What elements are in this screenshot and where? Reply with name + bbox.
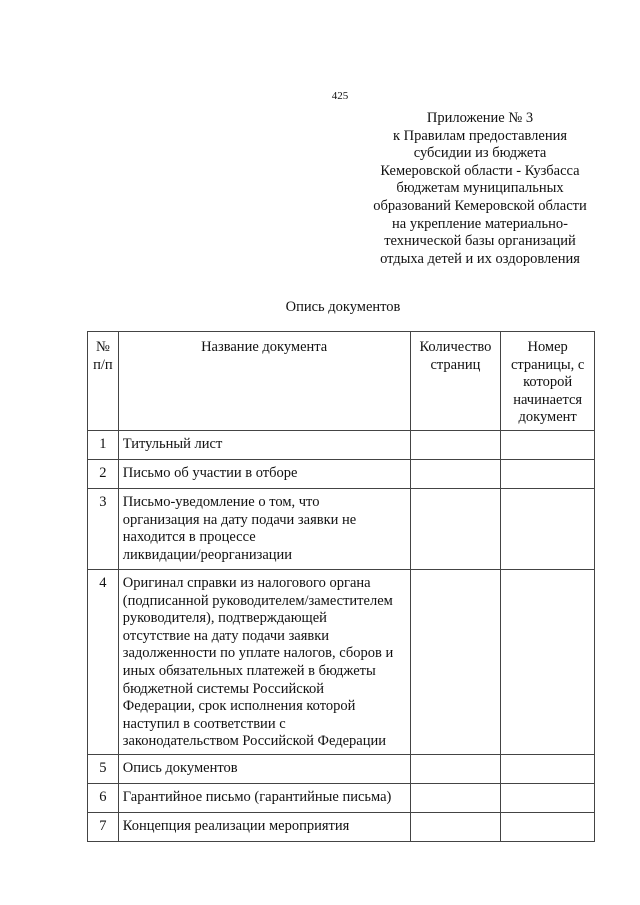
row-pages-cell [410,431,501,460]
row-name-line: Письмо-уведомление о том, что [122,494,320,510]
page-number: 425 [331,90,349,102]
header-start-page-line: страницы, с [510,356,585,373]
appendix-line: Приложение № 3 [426,110,534,126]
row-document-name [118,489,410,570]
header-start-page-line: Номер [527,339,568,355]
table-row [88,570,595,755]
row-number: 1 [88,431,119,460]
row-name-line: законодательством Российской Федерации [122,733,386,750]
documents-table [87,331,595,842]
row-number: 2 [88,460,119,489]
table-row [88,460,595,489]
header-number-line: № [95,339,110,355]
row-name-line: Гарантийное письмо (гарантийные письма) [122,789,392,805]
row-document-name [118,784,410,813]
row-document-name [118,755,410,784]
table-row [88,784,595,813]
row-start-page-cell [501,460,595,489]
row-name-line: отсутствие на дату подачи заявки [122,627,330,644]
row-document-name [118,431,410,460]
row-document-name [118,813,410,842]
row-number: 6 [88,784,119,813]
row-name-line: Титульный лист [122,436,223,452]
row-pages-cell [410,784,501,813]
row-pages-cell [410,813,501,842]
table-row [88,755,595,784]
row-name-line: организация на дату подачи заявки не [122,511,357,528]
table-header-row [88,332,595,431]
row-pages-cell [410,489,501,570]
row-start-page-cell [501,784,595,813]
row-number: 4 [88,570,119,755]
row-start-page-cell [501,570,595,755]
row-name-line: Письмо об участии в отборе [122,465,298,481]
header-number-line: п/п [93,356,113,373]
appendix-line: субсидии из бюджета [413,145,547,162]
row-name-line: бюджетной системы Российской [122,680,325,697]
appendix-line: отдыха детей и их оздоровления [380,250,580,267]
row-pages-cell [410,755,501,784]
row-name-line: задолженности по уплате налогов, сборов и [122,645,394,662]
row-name-line: Опись документов [122,760,238,776]
row-pages-cell [410,570,501,755]
table-row [88,813,595,842]
header-pages-line: страниц [430,356,481,373]
header-start-page-line: начинается [513,391,583,408]
header-start-page-line: документ [518,409,577,426]
table-row [88,431,595,460]
appendix-line: образований Кемеровской области [373,197,587,214]
appendix-line: бюджетам муниципальных [396,180,564,197]
header-start-page [501,332,595,431]
row-name-line: Оригинал справки из налогового органа [122,575,371,591]
row-number: 7 [88,813,119,842]
header-name [118,332,410,431]
header-name-line: Название документа [201,339,328,355]
row-start-page-cell [501,431,595,460]
row-pages-cell [410,460,501,489]
row-document-name [118,460,410,489]
row-name-line: (подписанной руководителем/заместителем [122,592,393,609]
appendix-line: технической базы организаций [384,233,576,250]
row-name-line: Концепция реализации мероприятия [122,818,350,834]
row-document-name [118,570,410,755]
row-start-page-cell [501,489,595,570]
row-number: 3 [88,489,119,570]
row-name-line: иных обязательных платежей в бюджеты [122,662,376,679]
document-title: Опись документов [285,299,401,315]
header-start-page-line: которой [523,374,573,391]
appendix-line: Кемеровской области - Кузбасса [380,162,580,179]
row-start-page-cell [501,755,595,784]
row-name-line: ликвидации/реорганизации [122,546,293,563]
row-name-line: находится в процессе [122,529,256,546]
row-name-line: руководителя), подтверждающей [122,610,327,627]
row-start-page-cell [501,813,595,842]
header-pages-line: Количество [419,339,492,355]
header-number [88,332,119,431]
appendix-line: к Правилам предоставления [392,127,568,144]
header-pages [410,332,501,431]
table-row [88,489,595,570]
row-number: 5 [88,755,119,784]
row-name-line: Федерации, срок исполнения которой [122,698,356,715]
appendix-line: на укрепление материально- [392,215,568,232]
row-name-line: наступил в соответствии с [122,715,286,732]
appendix-heading [358,110,602,268]
